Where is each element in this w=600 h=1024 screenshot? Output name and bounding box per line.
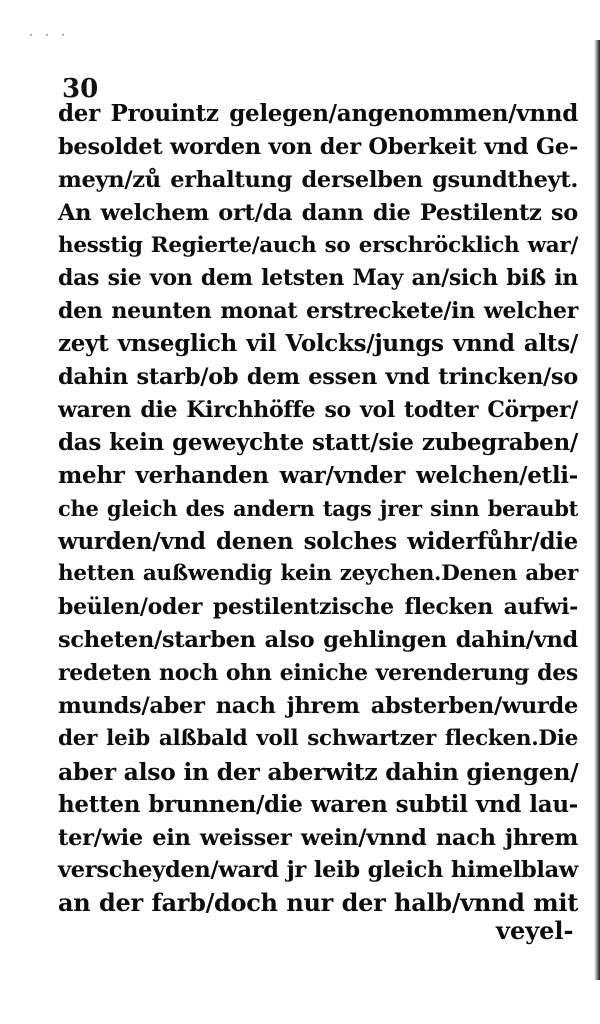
text-line: meyn/zů erhaltung derselben gsundtheyt. <box>58 166 578 193</box>
text-line: der leib alßbald voll schwartzer flecken.Die <box>58 725 578 751</box>
catchword: veyel- <box>496 916 574 945</box>
text-line: hetten außwendig kein zeychen.Denen aber <box>58 561 578 587</box>
text-line: zeyt vnseglich vil Volcks/jungs vnnd alts/ <box>58 330 578 358</box>
page-edge-shadow <box>594 40 600 980</box>
corner-marks: · · · <box>28 30 69 41</box>
text-line: hesstig Regierte/auch so erschröcklich war/ <box>58 232 578 258</box>
body-text <box>58 98 578 920</box>
text-line: hetten brunnen/die waren subtil vnd lau- <box>58 790 578 818</box>
page-number: 30 <box>62 74 99 104</box>
text-line: das kein geweychte statt/sie zubegraben/ <box>58 428 578 456</box>
text-line: waren die Kirchhöffe so vol todter Cörper/ <box>58 397 578 424</box>
text-line: das sie von dem letsten May an/sich biß in <box>58 265 578 292</box>
text-line: beülen/oder pestilentzische flecken aufwi- <box>58 594 578 621</box>
text-line: dahin starb/ob dem essen vnd trincken/so <box>58 364 578 391</box>
text-line: An welchem ort/da dann die Pestilentz so <box>58 199 578 226</box>
text-line: redeten noch ohn einiche verenderung des <box>58 660 578 687</box>
text-line: ter/wie ein weisser wein/vnnd nach jhrem <box>58 824 578 851</box>
text-line: wurden/vnd denen solches widerfůhr/die <box>58 527 578 555</box>
text-line: mehr verhanden war/vnder welchen/etli- <box>58 461 578 489</box>
text-line: besoldet worden von der Oberkeit vnd Ge- <box>58 133 578 160</box>
text-line: an der farb/doch nur der halb/vnnd mit <box>58 888 578 918</box>
text-line: che gleich des andern tags jrer sinn beraubt <box>58 495 578 521</box>
text-line: aber also in der aberwitz dahin giengen/ <box>58 757 579 786</box>
text-line: munds/aber nach jhrem absterben/wurde <box>58 693 578 720</box>
text-line: den neunten monat erstreckete/in welcher <box>58 298 578 325</box>
text-line: verscheyden/ward jr leib gleich himelblaw <box>58 857 578 884</box>
text-line: scheten/starben also gehlingen dahin/vnd <box>58 627 578 654</box>
text-line: der Prouintz gelegen/angenommen/vnnd <box>58 100 578 127</box>
